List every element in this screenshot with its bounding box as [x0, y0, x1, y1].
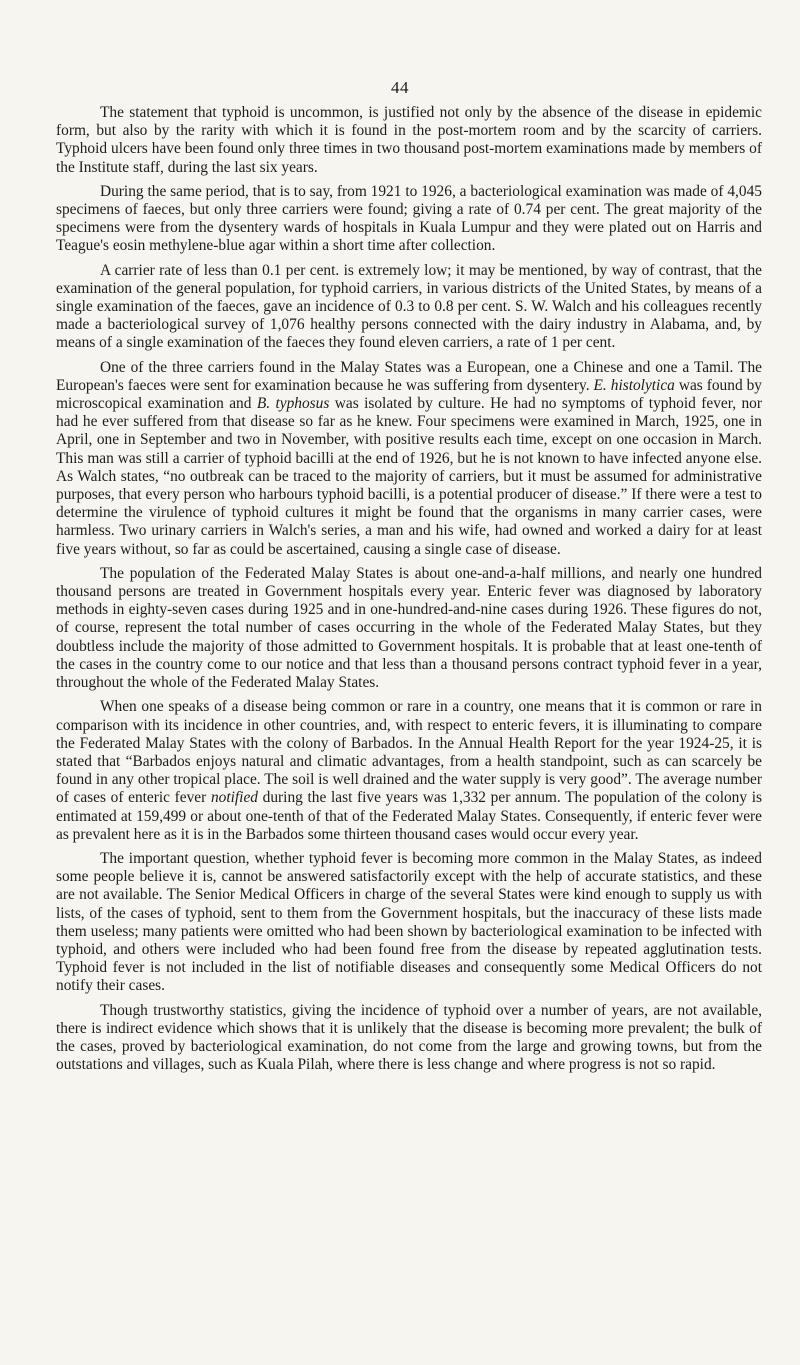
- paragraph-6: [56, 698, 762, 844]
- text-run: The statement that typhoid is uncommon, is justified not only by the absence of the disease in epidemic form, but also by the rarity with which it is found in the post-mortem room and by the scarcity of carriers. Typhoid ulcers have been found only three times in two thousand post-mortem examinations made by members of the Institute staff, during the last six years.: [56, 104, 762, 176]
- paragraph-4: [56, 359, 762, 559]
- text-run: The population of the Federated Malay States is about one-and-a-half millions, and nearly one hundred thousand persons are treated in Government hospitals every year. Enteric fever was diagnosed by laboratory methods in eighty-seven cases during 1925 and in one-hundred-and-nine cases during 1926. These figures do not, of course, represent the total number of cases occurring in the whole of the Federated Malay States, but they doubtless include the majority of those admitted to Government hospitals. It is probable that at least one-tenth of the cases in the country come to our notice and that less than a thousand persons contract typhoid fever in a year, throughout the whole of the Federated Malay States.: [56, 564, 762, 692]
- paragraph-8: [56, 1002, 762, 1075]
- paragraph-5: [56, 565, 762, 692]
- text-run: A carrier rate of less than 0.1 per cent. is extremely low; it may be mentioned, by way of contrast, that the examination of the general population, for typhoid carriers, in various districts of the United States, by means of a single examination of the faeces, gave an incidence of 0.3 to 0.8 per cent. S. W. Walch and his colleagues recently made a bacteriological survey of 1,076 healthy persons connected with the dairy industry in Alabama, and, by means of a single examination of the faeces they found eleven carriers, a rate of 1 per cent.: [56, 261, 762, 352]
- italic-term: E. histolytica: [593, 376, 675, 394]
- paragraph-1: [56, 104, 762, 177]
- text-run: was isolated by culture. He had no symptoms of typhoid fever, nor had he ever suffered from that disease so far as he knew. Four specimens were examined in March, 1925, one in April, one in September and two in November, with positive results each time, except on one occasion in March. This man was still a carrier of typhoid bacilli at the end of 1926, but he is not known to have infected anyone else. As Walch states, “no outbreak can be traced to the majority of carriers, but it must be assumed for administrative purposes, that every person who harbours typhoid bacilli, is a potential producer of disease.” If there were a test to determine the virulence of typhoid cultures it might be found that the organisms in many carrier cases, were harmless. Two urinary carriers in Walch's series, a man and his wife, had owned and worked a dairy for at least five years without, so far as could be ascertained, causing a single case of disease.: [56, 395, 762, 558]
- text-run: One of the three carriers found in the Malay States was a European, one a Chinese and one a Tamil. The European's faeces were sent for examination because he was suffering from dysentery.: [56, 358, 762, 394]
- text-run: Though trustworthy statistics, giving the incidence of typhoid over a number of years, are not available, there is indirect evidence which shows that it is unlikely that the disease is becoming more prevalent; the bulk of the cases, proved by bacteriological examination, do not come from the large and growing towns, but from the outstations and villages, such as Kuala Pilah, where there is less change and where progress is not so rapid.: [56, 1001, 762, 1074]
- text-run: The important question, whether typhoid fever is becoming more common in the Malay States, as indeed some people believe it is, cannot be answered satisfactorily except with the help of accurate statistics, and these are not available. The Senior Medical Officers in charge of the several States were kind enough to supply us with lists, of the cases of typhoid, sent to them from the Government hospitals, but the inaccuracy of these lists made them useless; many patients were omitted who had been shown by bacteriological examination to be infected with typhoid, and others were included who had been found free from the disease by repeated agglutination tests. Typhoid fever is not included in the list of notifiable diseases and consequently some Medical Officers do not notify their cases.: [56, 849, 762, 995]
- paragraph-3: [56, 262, 762, 353]
- paragraph-2: [56, 183, 762, 256]
- body-text: [56, 104, 762, 1074]
- text-run: During the same period, that is to say, from 1921 to 1926, a bacteriological examination was made of 4,045 specimens of faeces, but only three carriers were found; giving a rate of 0.74 per cent. The great majority of the specimens were from the dysentery wards of hospitals in Kuala Lumpur and they were plated out on Harris and Teague's eosin methylene-blue agar within a short time after collection.: [56, 182, 762, 255]
- italic-term: B. typhosus: [256, 395, 330, 413]
- page-number: 44: [391, 78, 409, 97]
- paragraph-7: [56, 850, 762, 996]
- italic-term: notified: [210, 789, 258, 807]
- text-run: was found by microscopical examination and: [56, 376, 763, 413]
- text-run: during the last five years was 1,332 per annum. The population of the colony is entimated at 159,499 or about one-tenth of that of the Federated Malay States. Consequently, if enteric fever were as prevalent here as it is in the Barbados some thirteen thousand cases would occur every year.: [56, 789, 763, 843]
- text-run: When one speaks of a disease being common or rare in a country, one means that it is common or rare in comparison with its incidence in other countries, and, with respect to enteric fevers, it is illuminating to compare the Federated Malay States with the colony of Barbados. In the Annual Health Report for the year 1924-25, it is stated that “Barbados enjoys natural and climatic advantages, from a health standpoint, such as can scarcely be found in any other tropical place. The soil is well drained and the water supply is very good”. The average number of cases of enteric fever: [56, 698, 762, 807]
